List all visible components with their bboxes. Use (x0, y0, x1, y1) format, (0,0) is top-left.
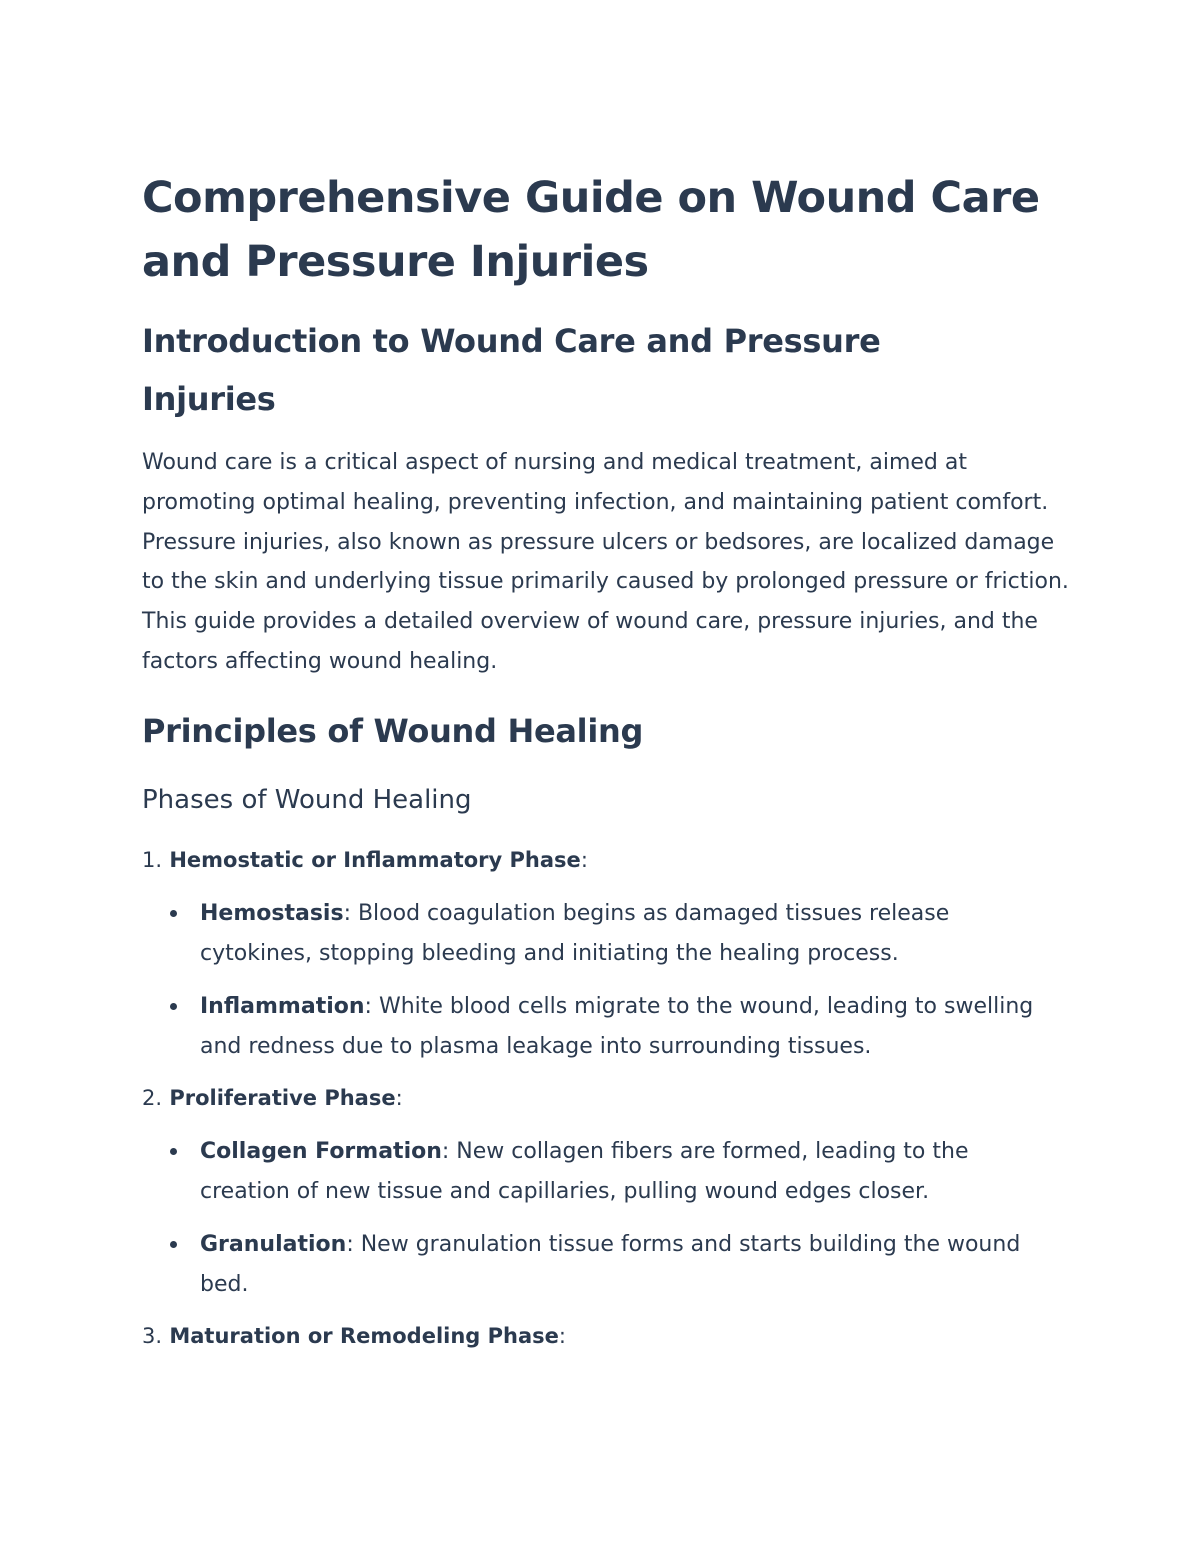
bullet-icon (170, 910, 177, 917)
list-item-text: White blood cells migrate to the wound, leading to swelling and redness due to plasma leakage into surrounding tissues. (200, 994, 1034, 1059)
phase-name: Hemostatic or Inflammatory Phase (169, 848, 581, 872)
list-item: Hemostasis: Blood coagulation begins as damaged tissues release cytokines, stopping bleeding and initiating the healing process. (200, 894, 1060, 973)
intro-paragraph: Wound care is a critical aspect of nursing and medical treatment, aimed at promoting optimal healing, preventing infection, and maintaining patient comfort. Pressure injuries, also known as pressure ulcers or bedsores, are localized damage to the skin and underlying tissue primarily caused by prolonged pressure or friction. This guide provides a detailed overview of wound care, pressure injuries, and the factors affecting wound healing. (142, 450, 1069, 674)
list-item-term: Collagen Formation (200, 1139, 442, 1164)
bullet-icon (170, 1148, 177, 1155)
document-title: Comprehensive Guide on Wound Care and Pressure Injuries (142, 173, 1040, 287)
bullet-icon (170, 1003, 177, 1010)
phase-name: Proliferative Phase (169, 1086, 396, 1110)
list-item-text: New collagen fibers are formed, leading to the creation of new tissue and capillaries, pulling wound edges closer. (200, 1139, 969, 1204)
principles-heading: Principles of Wound Healing (142, 712, 644, 750)
phases-subheading: Phases of Wound Healing (142, 785, 472, 815)
phase-item: 1. Hemostatic or Inflammatory Phase: (142, 848, 588, 872)
list-item-text: Blood coagulation begins as damaged tissues release cytokines, stopping bleeding and initiating the healing process. (200, 901, 950, 966)
list-item-term: Hemostasis (200, 901, 344, 926)
list-item: Granulation: New granulation tissue forms and starts building the wound bed. (200, 1225, 1060, 1304)
list-item-text: New granulation tissue forms and starts building the wound bed. (200, 1232, 1021, 1297)
phase-number: 1. (142, 848, 163, 872)
list-item-term: Inflammation (200, 994, 365, 1019)
list-item-term: Granulation (200, 1232, 347, 1257)
phase-number: 3. (142, 1324, 163, 1348)
phase-item: 3. Maturation or Remodeling Phase: (142, 1324, 566, 1348)
bullet-icon (170, 1241, 177, 1248)
phase-name: Maturation or Remodeling Phase (169, 1324, 559, 1348)
phase-number: 2. (142, 1086, 163, 1110)
intro-heading: Introduction to Wound Care and Pressure Injuries (142, 322, 881, 418)
phase-item: 2. Proliferative Phase: (142, 1086, 403, 1110)
list-item: Collagen Formation: New collagen fibers are formed, leading to the creation of new tissue and capillaries, pulling wound edges closer. (200, 1132, 1060, 1211)
list-item: Inflammation: White blood cells migrate to the wound, leading to swelling and redness due to plasma leakage into surrounding tissues. (200, 987, 1060, 1066)
